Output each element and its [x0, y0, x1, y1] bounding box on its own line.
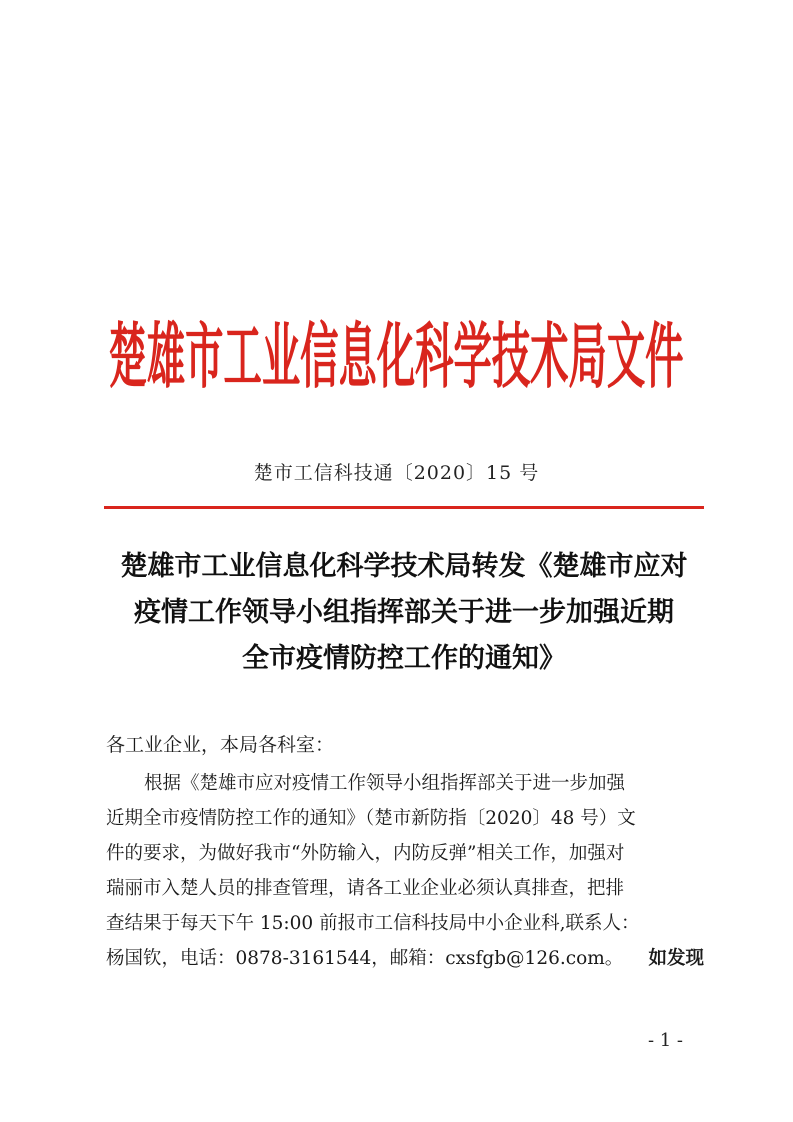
- title-line: 楚雄市工业信息化科学技术局转发《楚雄市应对: [120, 551, 688, 582]
- masthead-title: [104, 268, 689, 398]
- body-paragraph: [106, 766, 704, 976]
- body-line-text: 杨国钦，电话：0878-3161544，邮箱：cxsfgb@126.com。: [106, 948, 624, 969]
- masthead-text: 楚雄市工业信息化科学技术局文件: [108, 316, 684, 398]
- document-title: [104, 544, 704, 682]
- body-line-text: 根据《楚雄市应对疫情工作领导小组指挥部关于进一步加强: [144, 773, 626, 794]
- title-line: 全市疫情防控工作的通知》: [242, 643, 566, 674]
- salutation: 各工业企业，本局各科室：: [106, 734, 335, 756]
- body-line: [106, 906, 704, 941]
- title-line: 疫情工作领导小组指挥部关于进一步加强近期: [134, 597, 674, 628]
- body-emphasis-text: 如发现: [648, 948, 704, 969]
- body-line: [106, 801, 704, 836]
- body-line-text: 近期全市疫情防控工作的通知》（楚市新防指〔2020〕48 号）文: [106, 808, 636, 829]
- body-line-text: 件的要求，为做好我市“外防输入，内防反弹”相关工作，加强对: [106, 843, 625, 864]
- body-line: [106, 871, 704, 906]
- body-line: [106, 766, 704, 801]
- masthead: [104, 268, 689, 398]
- body-line-text: 瑞丽市入楚人员的排查管理，请各工业企业必须认真排查，把排: [106, 878, 625, 899]
- page-number: - 1 -: [647, 1030, 683, 1051]
- body-line-text: 查结果于每天下午 15:00 前报市工信科技局中小企业科,联系人：: [106, 913, 640, 934]
- red-divider-rule: [104, 506, 704, 509]
- document-number: 楚市工信科技通〔2020〕15 号: [253, 462, 540, 484]
- body-line: [106, 941, 704, 976]
- body-line: [106, 836, 704, 871]
